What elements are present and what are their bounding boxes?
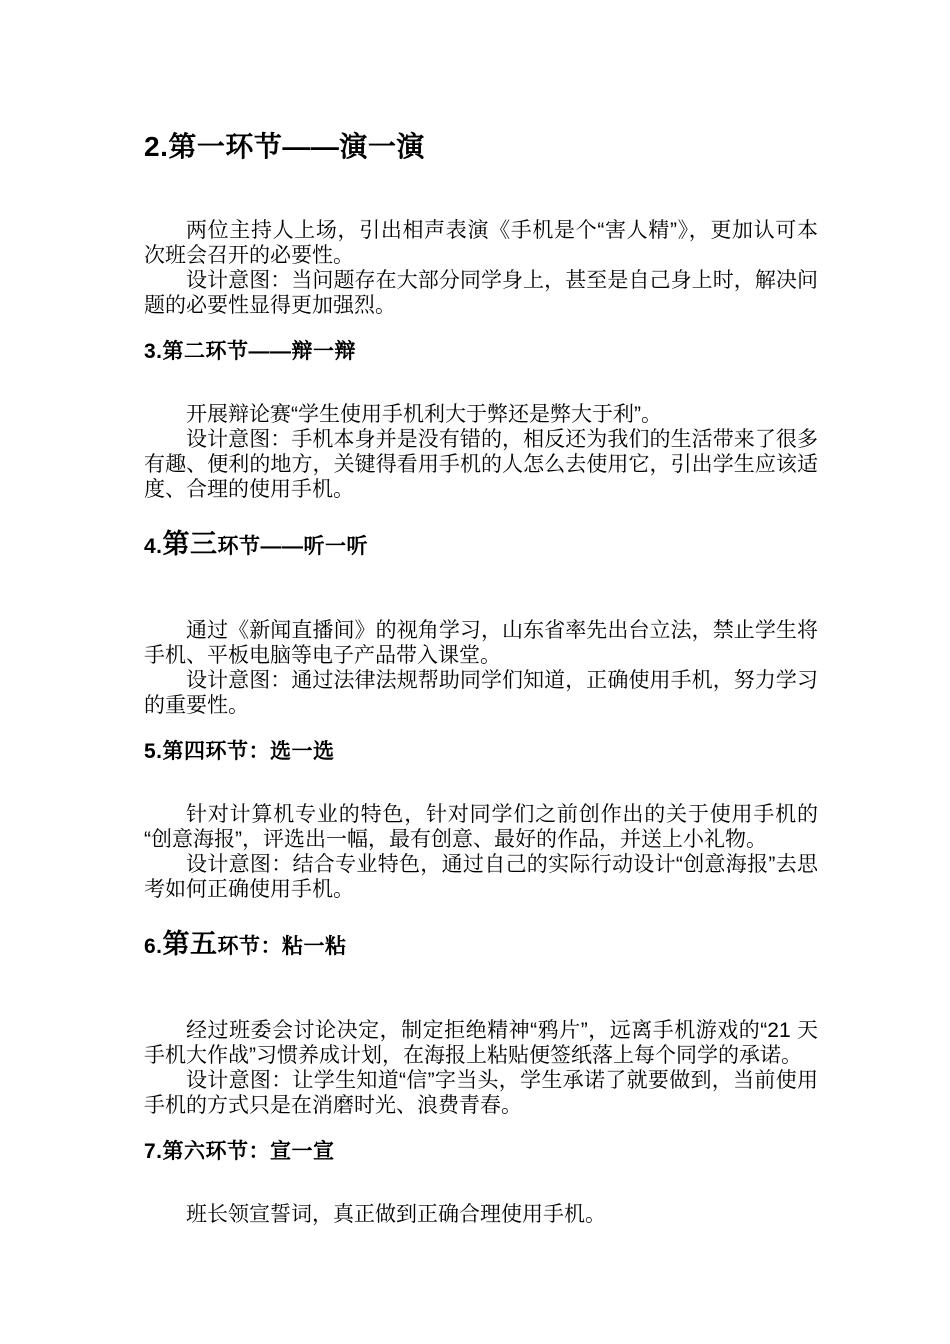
section-heading (144, 528, 818, 563)
section-bian-yi-bian (144, 338, 818, 502)
paragraph: 班长领宣誓词，真正做到正确合理使用手机。 (186, 1203, 606, 1226)
heading-part: 第五 (162, 929, 218, 959)
paragraph: 设计意图：让学生知道“信”字当头，学生承诺了就要做到，当前使用手机的方式只是在消磨时光、浪费青春。 (144, 1069, 818, 1117)
section-heading (144, 928, 818, 963)
section-heading (144, 338, 818, 365)
heading-part: 环节——听一听 (217, 535, 369, 558)
heading-part: 5.第四环节：选一选 (144, 740, 335, 763)
heading-part: 环节：粘一粘 (217, 935, 347, 958)
section-heading (144, 738, 818, 765)
heading-part: 第三 (162, 529, 218, 559)
heading-part: 3.第二环节——辩一辩 (144, 340, 357, 363)
paragraph: 设计意图：当问题存在大部分同学身上，甚至是自己身上时，解决问题的必要性显得更加强烈。 (144, 269, 818, 317)
paragraph: 开展辩论赛“学生使用手机利大于弊还是弊大于利”。 (186, 403, 662, 426)
heading-part: 7.第六环节：宣一宣 (144, 1140, 335, 1163)
paragraph: 两位主持人上场，引出相声表演《手机是个“害人精”》，更加认可本次班会召开的必要性。 (144, 219, 818, 267)
paragraph: 经过班委会讨论决定，制定拒绝精神“鸦片”，远离手机游戏的“21 天手机大作战”习惯养成计划，在海报上粘贴便签纸落上每个同学的承诺。 (144, 1019, 818, 1067)
section-yan-yi-yan (144, 130, 818, 318)
heading-part: 2.第一环节——演一演 (144, 131, 425, 162)
heading-part: 6. (144, 935, 163, 958)
section-xuan-yi-xuan (144, 738, 818, 902)
paragraph: 设计意图：手机本身并是没有错的，相反还为我们的生活带来了很多有趣、便利的地方，关键得看用手机的人怎么去使用它，引出学生应该适度、合理的使用手机。 (144, 428, 818, 501)
section-xuan-shi (144, 1138, 818, 1227)
section-heading (144, 1138, 818, 1165)
section-zhan-yi-zhan (144, 928, 818, 1118)
heading-part: 4. (144, 535, 163, 558)
paragraph: 设计意图：结合专业特色，通过自己的实际行动设计“创意海报”去思考如何正确使用手机。 (144, 853, 818, 901)
section-ting-yi-ting (144, 528, 818, 718)
section-heading (144, 130, 818, 164)
paragraph: 通过《新闻直播间》的视角学习，山东省率先出台立法，禁止学生将手机、平板电脑等电子产品带入课堂。 (144, 619, 818, 667)
paragraph: 针对计算机专业的特色，针对同学们之前创作出的关于使用手机的“创意海报”，评选出一幅，最有创意、最好的作品，并送上小礼物。 (144, 803, 818, 851)
paragraph: 设计意图：通过法律法规帮助同学们知道，正确使用手机，努力学习的重要性。 (144, 669, 818, 717)
